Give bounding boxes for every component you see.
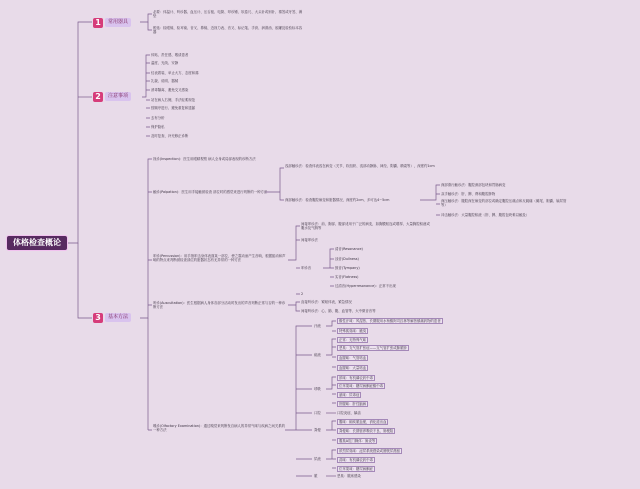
percussion-sound-label: 叩诊音 <box>301 266 312 270</box>
method-inspection: 视诊(Inspection)：医生用眼睛观察 病人全身或局部表现的诊断方法 <box>153 157 256 161</box>
smell-item: 口腔炎症、龋齿 <box>337 411 361 415</box>
method-auscultation: 听诊(Auscultation)：医生根据病人身体各部分活动时发出的声音判断正常与否的一种诊断方法 <box>153 301 286 309</box>
smell-category: 脓 <box>314 474 318 478</box>
branch-number-badge: 1 <box>93 18 103 28</box>
precaution-item: 消毒隔离、避免交叉感染 <box>151 88 189 92</box>
branch-number-badge: 3 <box>93 313 103 323</box>
branch-tools[interactable] <box>93 17 131 28</box>
palpation-deep: 深部触诊法：检查腹腔病变和脏器情况，深度约2cm，多可达4~5cm <box>285 198 390 202</box>
smell-category: 汗液 <box>314 324 321 328</box>
precaution-item: 站在病人右侧，手法轻柔规范 <box>151 98 196 102</box>
deep-palpation-item: 深压触诊法：腹腔深在病变的部位或确定腹腔压痛点和反跳痛（阑尾、胆囊、输尿管等） <box>441 199 567 207</box>
percussion-direct: 间接叩诊法 <box>301 238 318 242</box>
smell-item: 肝腥味：肝性脑病 <box>339 402 367 406</box>
branch-precautions[interactable] <box>93 91 131 102</box>
auscultation-direct: 直接听诊法：紧贴体表，紧急情况 <box>301 300 352 304</box>
smell-item: 腥臭A肛门腺体：肠炎等 <box>339 439 376 443</box>
smell-item: 恶臭：支气管扩张症——支气管扩张或肺脓肿 <box>339 346 407 350</box>
smell-item: 血腥味：大量咯血 <box>339 366 367 370</box>
branch-label: 注意事项 <box>105 92 131 101</box>
smell-category: 粪便 <box>314 428 321 432</box>
auscultation-indirect: 间接听诊法：心、肺、腹、血管等、大中微音音等 <box>301 309 376 313</box>
smell-category: 痰液 <box>314 353 321 357</box>
method-olfactory: 嗅诊(Olfactory Examination)：通过嗅觉来判断发自病人的异常气味与疾病之间关系的一种方法 <box>153 424 286 432</box>
smell-category: 尿液 <box>314 457 321 461</box>
smell-item: 氨味：尿毒症 <box>339 393 360 397</box>
branch-label: 基本方法 <box>105 313 131 322</box>
smell-item: 浓味：有机磷农药中毒 <box>339 376 373 380</box>
smell-category: 呼吸 <box>314 387 321 391</box>
deep-palpation-item: 冲击触诊法：大量腹腔积液（肝、脾、腹腔包块难以触及） <box>441 213 530 217</box>
precaution-item: 仪表着装、举止大方、态度和蔼 <box>151 71 199 75</box>
smell-item: 血腥味：气管咯血 <box>339 356 367 360</box>
precaution-item: 及时复查、补充修正诊断 <box>151 134 189 138</box>
branch-number-badge: 2 <box>93 92 103 102</box>
method-palpation: 触诊(Palpation)：医生用手接触被检查 部位时的感觉来进行判断的一种方法 <box>153 190 268 194</box>
root-node: 体格检查概论 <box>6 235 68 251</box>
smell-item: 恶臭：脓疡感染 <box>337 474 361 478</box>
percussion-sound: 实音(Flatness) <box>335 275 359 279</box>
tools-optional: 酌选：检眼镜、检耳镜、音叉、鼻镜、近视力表、音叉、标记笔、手套、润滑油、胶罐及检验标本容器 <box>153 26 303 34</box>
branch-label: 常用器具 <box>105 18 131 27</box>
percussion-sound: 过清音(Hyperresonance)：正常不出现 <box>335 284 396 288</box>
smell-item: 烂苹果味：糖尿病酮症酸中毒 <box>339 384 384 388</box>
precaution-item: 温度、光线、安静 <box>151 61 179 65</box>
method-percussion: 叩诊(Percussion)：用手指叩击身体表面某一部位，使之震动而产生音响，根据振动和声响的特点来判断被检查部位的脏器状态有无异常的一种方法 <box>153 254 286 262</box>
smell-item: 酸性汗味：风湿热、长期服用水杨酸阿司匹林等解热镇痛药物的患者 <box>339 319 441 323</box>
tools-required: 必要：体温计、听诊器、血压计、压舌板、电筒、叩诊锤、软卷尺、大头针或别针、棉签或牙签、褥垫 <box>153 10 303 18</box>
percussion-sound: 鼓音(Tympany) <box>335 266 360 270</box>
precaution-item: 按顺序进行、避免重复和遗漏 <box>151 106 196 110</box>
smell-category: 口腔 <box>314 411 321 415</box>
smell-item: 腥味：痢疾脓血便，消化道出血 <box>339 420 387 424</box>
precaution-item: 保护隐私 <box>151 125 165 129</box>
precaution-item: 去有分析 <box>151 116 165 120</box>
branch-basic-methods[interactable] <box>93 312 131 323</box>
smell-item: 浓烈尿臭味：泌尿系统感染或膀胱尿潴留 <box>339 449 401 453</box>
smell-item: 正常：无特殊气味 <box>339 338 367 342</box>
percussion-indirect: 间接叩诊法：前、胸部、腹部适用于广泛的病变，如胸膜粘连或增厚、大量胸腔积液或腹水及气胸等 <box>301 222 430 230</box>
deep-palpation-item: 双手触诊法：肝、脾、肾和腹腔肿物 <box>441 192 496 196</box>
smell-item: 特殊狐臭味：腋臭 <box>339 329 367 333</box>
precaution-item: 体贴、责任感、敬请患者 <box>151 53 189 57</box>
deep-palpation-item: 深部滑行触诊法：腹腔深部包块和胃肠病变 <box>441 183 506 187</box>
percussion-sound: 清音(Resonance) <box>335 247 363 251</box>
percussion-extra: 2 <box>301 292 304 296</box>
palpation-light: 浅部触诊法：检查体表浅在病变（关节、软组织、浅部动静脉、神经、阴囊、精索等），深度约1cm <box>285 164 435 168</box>
smell-item: 烂苹果味：糖尿病酮症 <box>339 467 373 471</box>
percussion-sound: 浊音(Dullness) <box>335 257 359 261</box>
precaution-item: 礼貌、说明、器械 <box>151 79 179 83</box>
smell-item: 粪便味：长期营养吸收不良、肠梗阻 <box>339 429 394 433</box>
smell-item: 蒜味：有机磷农药中毒 <box>339 458 373 462</box>
